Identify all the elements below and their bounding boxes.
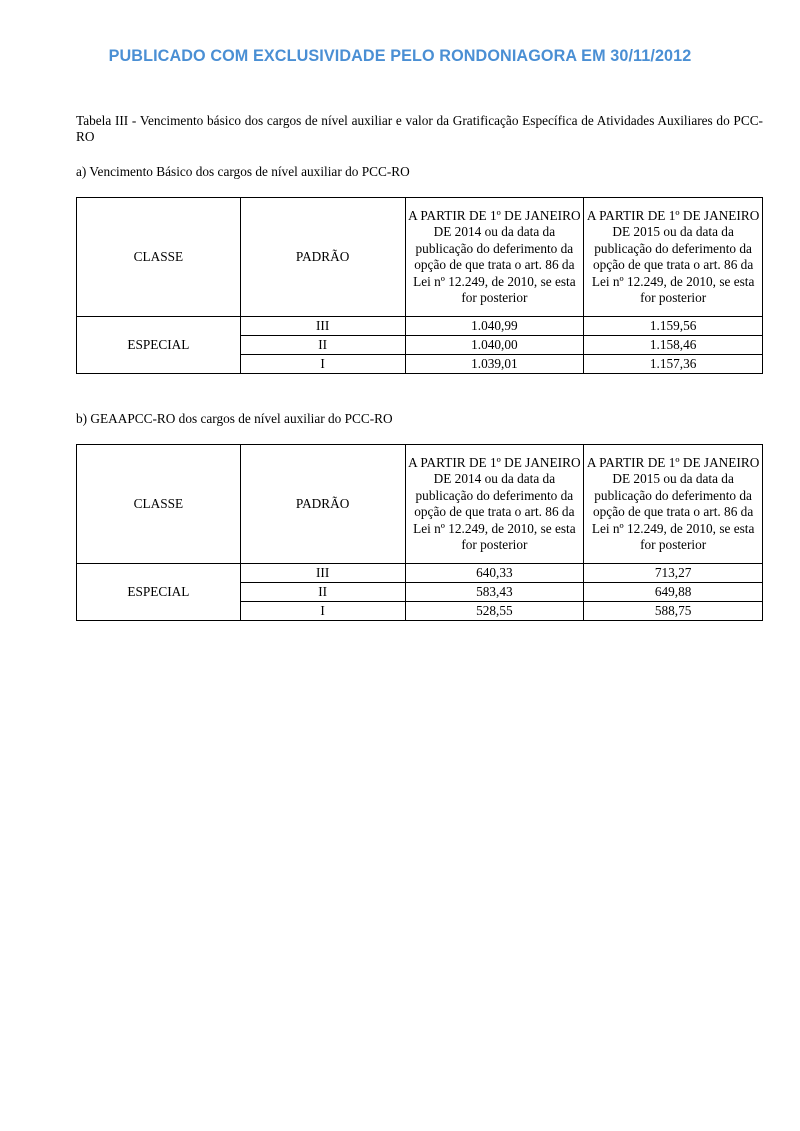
- header-padrao: PADRÃO: [240, 198, 405, 317]
- value-2015-cell: 1.159,56: [584, 317, 763, 336]
- salary-table-a: [76, 197, 763, 374]
- padrao-cell: II: [240, 583, 405, 602]
- salary-table-b: [76, 444, 763, 621]
- value-2015-cell: 588,75: [584, 602, 763, 621]
- section-a-title: a) Vencimento Básico dos cargos de nível auxiliar do PCC-RO: [76, 164, 410, 179]
- table-header-row: [77, 198, 763, 317]
- padrao-cell: I: [240, 602, 405, 621]
- header-classe: CLASSE: [77, 198, 241, 317]
- value-2015-cell: 649,88: [584, 583, 763, 602]
- header-2014: A PARTIR DE 1º DE JANEIRO DE 2014 ou da data da publicação do deferimento da opção de que trata o art. 86 da Lei nº 12.249, de 2010, se esta for posterior: [405, 198, 584, 317]
- value-2014-cell: 583,43: [405, 583, 584, 602]
- header-classe: CLASSE: [77, 445, 241, 564]
- padrao-cell: I: [240, 355, 405, 374]
- value-2014-cell: 528,55: [405, 602, 584, 621]
- value-2014-cell: 1.040,00: [405, 336, 584, 355]
- value-2015-cell: 1.158,46: [584, 336, 763, 355]
- table-row: [77, 564, 763, 583]
- table-header-row: [77, 445, 763, 564]
- classe-cell: ESPECIAL: [77, 317, 241, 374]
- value-2014-cell: 1.039,01: [405, 355, 584, 374]
- value-2014-cell: 640,33: [405, 564, 584, 583]
- publication-banner: PUBLICADO COM EXCLUSIVIDADE PELO RONDONIAGORA EM 30/11/2012: [108, 47, 692, 65]
- padrao-cell: III: [240, 564, 405, 583]
- header-2015: A PARTIR DE 1º DE JANEIRO DE 2015 ou da data da publicação do deferimento da opção de que trata o art. 86 da Lei nº 12.249, de 2010, se esta for posterior: [584, 445, 763, 564]
- classe-cell: ESPECIAL: [77, 564, 241, 621]
- header-padrao: PADRÃO: [240, 445, 405, 564]
- value-2014-cell: 1.040,99: [405, 317, 584, 336]
- value-2015-cell: 1.157,36: [584, 355, 763, 374]
- header-2015: A PARTIR DE 1º DE JANEIRO DE 2015 ou da data da publicação do deferimento da opção de que trata o art. 86 da Lei nº 12.249, de 2010, se esta for posterior: [584, 198, 763, 317]
- padrao-cell: III: [240, 317, 405, 336]
- value-2015-cell: 713,27: [584, 564, 763, 583]
- table-row: [77, 317, 763, 336]
- header-2014: A PARTIR DE 1º DE JANEIRO DE 2014 ou da data da publicação do deferimento da opção de que trata o art. 86 da Lei nº 12.249, de 2010, se esta for posterior: [405, 445, 584, 564]
- section-b-title: b) GEAAPCC-RO dos cargos de nível auxiliar do PCC-RO: [76, 411, 393, 426]
- table-intro-text: Tabela III - Vencimento básico dos cargos de nível auxiliar e valor da Gratificação Específica de Atividades Auxiliares do PCC-RO: [76, 113, 763, 144]
- padrao-cell: II: [240, 336, 405, 355]
